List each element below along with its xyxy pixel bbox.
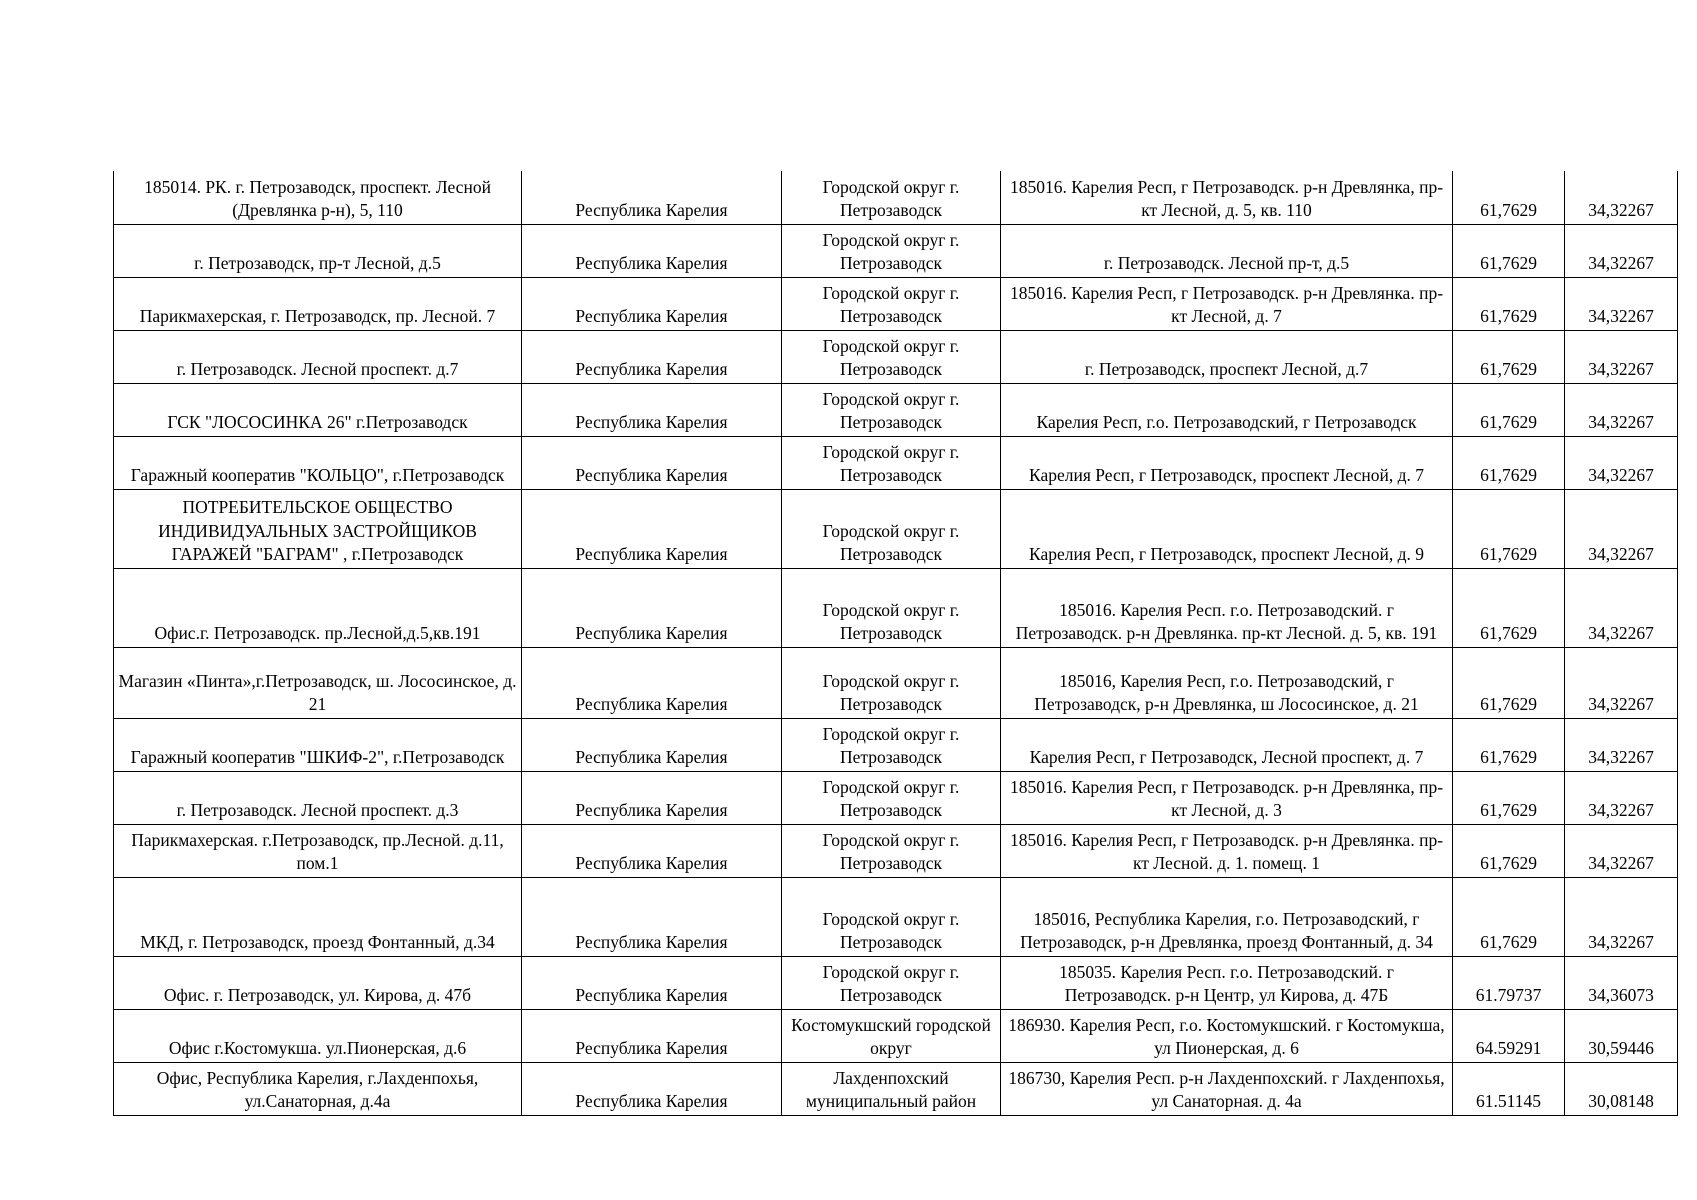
cell-region: Республика Карелия (522, 647, 782, 718)
cell-address: Карелия Респ, г Петрозаводск, проспект Лесной, д. 7 (1001, 436, 1453, 489)
cell-address: Карелия Респ, г Петрозаводск, Лесной проспект, д. 7 (1001, 718, 1453, 771)
cell-region: Республика Карелия (522, 489, 782, 568)
cell-district: Городской округ г. Петрозаводск (782, 171, 1001, 224)
cell-latitude: 61,7629 (1453, 383, 1565, 436)
cell-latitude: 61,7629 (1453, 489, 1565, 568)
cell-longitude: 34,36073 (1565, 956, 1678, 1009)
cell-latitude: 64.59291 (1453, 1009, 1565, 1062)
cell-district: Городской округ г. Петрозаводск (782, 718, 1001, 771)
table-row (114, 1062, 1678, 1115)
cell-longitude: 34,32267 (1565, 824, 1678, 877)
cell-name: Парикмахерская, г. Петрозаводск, пр. Лесной. 7 (114, 277, 522, 330)
cell-name: Офис.г. Петрозаводск. пр.Лесной,д.5,кв.191 (114, 568, 522, 647)
cell-latitude: 61.51145 (1453, 1062, 1565, 1115)
cell-longitude: 34,32267 (1565, 171, 1678, 224)
cell-district: Городской округ г. Петрозаводск (782, 956, 1001, 1009)
cell-district: Городской округ г. Петрозаводск (782, 771, 1001, 824)
table-row (114, 383, 1678, 436)
cell-district: Городской округ г. Петрозаводск (782, 824, 1001, 877)
cell-region: Республика Карелия (522, 224, 782, 277)
cell-longitude: 34,32267 (1565, 718, 1678, 771)
table-row (114, 489, 1678, 568)
cell-region: Республика Карелия (522, 171, 782, 224)
cell-latitude: 61,7629 (1453, 277, 1565, 330)
cell-longitude: 34,32267 (1565, 489, 1678, 568)
cell-region: Республика Карелия (522, 383, 782, 436)
cell-latitude: 61,7629 (1453, 224, 1565, 277)
table-row (114, 824, 1678, 877)
cell-address: 186730, Карелия Респ. р-н Лахденпохский. г Лахденпохья, ул Санаторная. д. 4а (1001, 1062, 1453, 1115)
cell-region: Республика Карелия (522, 824, 782, 877)
cell-name: Офис, Республика Карелия, г.Лахденпохья, ул.Санаторная, д.4а (114, 1062, 522, 1115)
cell-latitude: 61,7629 (1453, 171, 1565, 224)
cell-address: 185016. Карелия Респ, г Петрозаводск. р-н Древлянка. пр-кт Лесной, д. 7 (1001, 277, 1453, 330)
cell-name: Гаражный кооператив "ШКИФ-2", г.Петрозаводск (114, 718, 522, 771)
cell-name: Гаражный кооператив "КОЛЬЦО", г.Петрозаводск (114, 436, 522, 489)
cell-region: Республика Карелия (522, 877, 782, 956)
cell-longitude: 34,32267 (1565, 383, 1678, 436)
cell-address: 185016. Карелия Респ, г Петрозаводск. р-н Древлянка. пр-кт Лесной. д. 1. помещ. 1 (1001, 824, 1453, 877)
cell-longitude: 34,32267 (1565, 224, 1678, 277)
table-row (114, 436, 1678, 489)
cell-district: Городской округ г. Петрозаводск (782, 277, 1001, 330)
table-row (114, 771, 1678, 824)
cell-address: 185016. Карелия Респ. г.о. Петрозаводский. г Петрозаводск. р-н Древлянка. пр-кт Лесной. д. 5, кв. 191 (1001, 568, 1453, 647)
table-row (114, 718, 1678, 771)
cell-address: 185016, Карелия Респ, г.о. Петрозаводский, г Петрозаводск, р-н Древлянка, ш Лососинское, д. 21 (1001, 647, 1453, 718)
table-row (114, 647, 1678, 718)
cell-name: 185014. РК. г. Петрозаводск, проспект. Лесной (Древлянка р-н), 5, 110 (114, 171, 522, 224)
cell-district: Городской округ г. Петрозаводск (782, 330, 1001, 383)
cell-latitude: 61,7629 (1453, 647, 1565, 718)
data-table (113, 171, 1678, 1116)
cell-region: Республика Карелия (522, 277, 782, 330)
cell-address: 185035. Карелия Респ. г.о. Петрозаводский. г Петрозаводск. р-н Центр, ул Кирова, д. 47Б (1001, 956, 1453, 1009)
cell-region: Республика Карелия (522, 436, 782, 489)
table-row (114, 171, 1678, 224)
cell-address: Карелия Респ, г Петрозаводск, проспект Лесной, д. 9 (1001, 489, 1453, 568)
cell-district: Лахденпохский муниципальный район (782, 1062, 1001, 1115)
cell-latitude: 61,7629 (1453, 824, 1565, 877)
cell-latitude: 61,7629 (1453, 771, 1565, 824)
table-body (114, 171, 1678, 1115)
cell-longitude: 34,32267 (1565, 877, 1678, 956)
cell-name: г. Петрозаводск. Лесной проспект. д.3 (114, 771, 522, 824)
cell-district: Городской округ г. Петрозаводск (782, 489, 1001, 568)
cell-latitude: 61,7629 (1453, 436, 1565, 489)
cell-region: Республика Карелия (522, 568, 782, 647)
cell-latitude: 61,7629 (1453, 877, 1565, 956)
table-row (114, 877, 1678, 956)
cell-latitude: 61.79737 (1453, 956, 1565, 1009)
cell-latitude: 61,7629 (1453, 568, 1565, 647)
cell-longitude: 30,59446 (1565, 1009, 1678, 1062)
cell-longitude: 34,32267 (1565, 647, 1678, 718)
table-row (114, 568, 1678, 647)
cell-name: Магазин «Пинта»,г.Петрозаводск, ш. Лососинское, д. 21 (114, 647, 522, 718)
cell-district: Городской округ г. Петрозаводск (782, 647, 1001, 718)
cell-address: 185016. Карелия Респ, г Петрозаводск. р-н Древлянка, пр-кт Лесной, д. 5, кв. 110 (1001, 171, 1453, 224)
cell-name: Офис. г. Петрозаводск, ул. Кирова, д. 47б (114, 956, 522, 1009)
cell-address: 185016, Республика Карелия, г.о. Петрозаводский, г Петрозаводск, р-н Древлянка, проезд Фонтанный, д. 34 (1001, 877, 1453, 956)
cell-district: Городской округ г. Петрозаводск (782, 224, 1001, 277)
cell-address: 185016. Карелия Респ, г Петрозаводск. р-н Древлянка, пр-кт Лесной, д. 3 (1001, 771, 1453, 824)
cell-name: Парикмахерская. г.Петрозаводск, пр.Лесной. д.11, пом.1 (114, 824, 522, 877)
cell-district: Городской округ г. Петрозаводск (782, 436, 1001, 489)
cell-address: г. Петрозаводск, проспект Лесной, д.7 (1001, 330, 1453, 383)
cell-district: Городской округ г. Петрозаводск (782, 877, 1001, 956)
cell-longitude: 34,32267 (1565, 330, 1678, 383)
cell-name: ПОТРЕБИТЕЛЬСКОЕ ОБЩЕСТВО ИНДИВИДУАЛЬНЫХ ЗАСТРОЙЩИКОВ ГАРАЖЕЙ "БАГРАМ" , г.Петрозаводск (114, 489, 522, 568)
cell-address: г. Петрозаводск. Лесной пр-т, д.5 (1001, 224, 1453, 277)
cell-longitude: 34,32267 (1565, 436, 1678, 489)
cell-district: Городской округ г. Петрозаводск (782, 383, 1001, 436)
cell-address: Карелия Респ, г.о. Петрозаводский, г Петрозаводск (1001, 383, 1453, 436)
table-row (114, 1009, 1678, 1062)
cell-region: Республика Карелия (522, 1009, 782, 1062)
cell-longitude: 34,32267 (1565, 277, 1678, 330)
cell-district: Городской округ г. Петрозаводск (782, 568, 1001, 647)
cell-longitude: 30,08148 (1565, 1062, 1678, 1115)
cell-name: МКД, г. Петрозаводск, проезд Фонтанный, д.34 (114, 877, 522, 956)
table-row (114, 330, 1678, 383)
cell-region: Республика Карелия (522, 956, 782, 1009)
cell-region: Республика Карелия (522, 330, 782, 383)
table-row (114, 956, 1678, 1009)
cell-name: г. Петрозаводск, пр-т Лесной, д.5 (114, 224, 522, 277)
cell-latitude: 61,7629 (1453, 718, 1565, 771)
table-row (114, 224, 1678, 277)
cell-district: Костомукшский городской округ (782, 1009, 1001, 1062)
cell-longitude: 34,32267 (1565, 568, 1678, 647)
cell-name: Офис г.Костомукша. ул.Пионерская, д.6 (114, 1009, 522, 1062)
cell-longitude: 34,32267 (1565, 771, 1678, 824)
cell-region: Республика Карелия (522, 771, 782, 824)
cell-name: г. Петрозаводск. Лесной проспект. д.7 (114, 330, 522, 383)
cell-address: 186930. Карелия Респ, г.о. Костомукшский. г Костомукша, ул Пионерская, д. 6 (1001, 1009, 1453, 1062)
cell-latitude: 61,7629 (1453, 330, 1565, 383)
cell-region: Республика Карелия (522, 1062, 782, 1115)
cell-name: ГСК "ЛОСОСИНКА 26" г.Петрозаводск (114, 383, 522, 436)
table-row (114, 277, 1678, 330)
cell-region: Республика Карелия (522, 718, 782, 771)
